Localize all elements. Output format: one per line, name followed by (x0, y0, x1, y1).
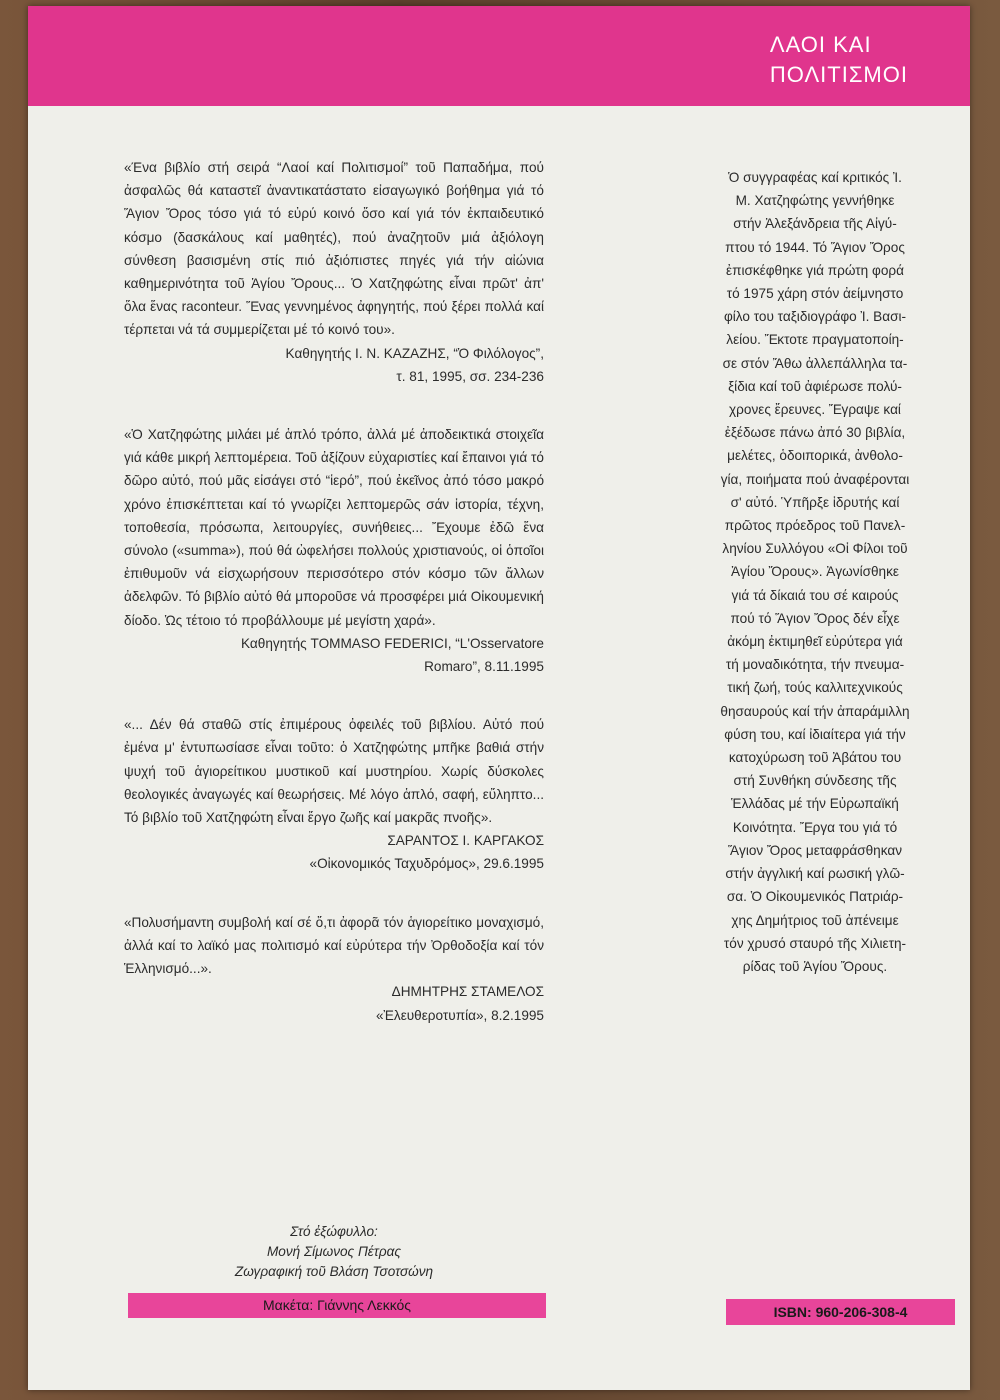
series-header-band (28, 6, 970, 106)
bio-line: γιά τά δίκαιά του σέ καιρούς (731, 587, 899, 603)
review-quote: «Ένα βιβλίο στή σειρά “Λαοί καί Πολιτισμοί” τοῦ Παπαδήμα, πού ἀσφαλῶς θά καταστεῖ ἀναντικατάστατο εἰσαγωγικό βοήθημα γιά τό Ἅγιον Ὄρος τόσο γιά τό εὐρύ κοινό ὅσο καί γιά τόν ἐκπαιδευτικό κόσμο (δασκάλους καί μαθητές), πού ἀναζητοῦν μιά ἀξιόλογη σύνθεση βασισμένη στίς πιό ἀξιόπιστες πηγές γιά τήν αἰώνια καθημερινότητα τοῦ Ἁγίου Ὄρους... Ὁ Χατζηφώτης εἶναι πρῶτ' ἀπ' ὅλα ἕνας raconteur. Ἕνας γεννημένος ἀφηγητής, πού ξέρει πολλά καί τέρπεται νά τά συμμερίζεται μέ τό κοινό του». (124, 160, 544, 338)
bio-line: ξίδια καί τοῦ ἀφιέρωσε πολύ- (728, 378, 902, 394)
bio-line: σ' αὐτό. Ὑπῆρξε ἱδρυτής καί (730, 494, 900, 510)
review-block (124, 911, 544, 1027)
bio-line: Ἁγίου Ὄρους». Ἀγωνίσθηκε (731, 564, 899, 580)
review-quote: «Πολυσήμαντη συμβολή καί σέ ὅ,τι ἀφορᾶ τόν ἁγιορείτικο μοναχισμό, ἀλλά καί το λαϊκό μας πολιτισμό καί εὐρύτερα τήν Ὀρθοδοξία καί τόν Ἑλληνισμό...». (124, 914, 544, 977)
series-title-line-2: ΠΟΛΙΤΙΣΜΟΙ (769, 62, 908, 87)
bio-line: Μ. Χατζηφώτης γεννήθηκε (735, 193, 895, 209)
bio-line: φίλο του ταξιδιογράφο Ἰ. Βασι- (723, 309, 907, 325)
review-source: «Οἰκονομικός Ταχυδρόμος», 29.6.1995 (309, 856, 544, 872)
bio-line: πτου τό 1944. Τό Ἅγιον Ὄρος (725, 239, 905, 255)
review-source: Romaro”, 8.11.1995 (424, 659, 544, 675)
review-block (124, 423, 544, 678)
bio-line: ἐξέδωσε πάνω ἀπό 30 βιβλία, (724, 425, 906, 441)
bio-line: φύση του, καί ἰδιαίτερα γιά τήν (724, 726, 906, 742)
bio-line: τική ζωή, τούς καλλιτεχνικούς (727, 680, 903, 696)
bio-line: κατοχύρωση τοῦ Ἀβάτου του (728, 750, 902, 766)
review-quote: «Ὁ Χατζηφώτης μιλάει μέ ἁπλό τρόπο, ἀλλά μέ ἀποδεικτικά στοιχεῖα γιά κάθε μικρή λεπτομέρεια. Τοῦ ἀξίζουν εὐχαριστίες καί ἔπαινοι γιά τό δῶρο αὐτό, πού μᾶς εἰσάγει στό “ἱερό”, πού ἐκεῖνος ἀπό τόσο μακρό χρόνο ἐπισκέπτεται καί τό γνωρίζει λεπτομερῶς σάν ἱστορία, τέχνη, τοποθεσία, πρόσωπα, λειτουργίες, συνήθειες... Ἔχουμε ἐδῶ ἕνα σύνολο («summa»), πού θά ὠφελήσει πολλούς χριστιανούς, οἱ ὁποῖοι ἐπιθυμοῦν νά εἰσχωρήσουν περισσότερο στόν κόσμο τῶν ἄλλων ἀδελφῶν. Τό βιβλίο αὐτό θά μποροῦσε νά προσφέρει μιά Οἰκουμενική δίοδο. Ὡς τέτοιο τό προβάλλουμε μέ μεγίστη χαρά». (124, 427, 544, 628)
bio-line: χης Δημήτριος τοῦ ἀπένειμε (731, 912, 899, 928)
cover-credit-label: Στό ἐξώφυλλο: (290, 1224, 378, 1239)
bio-line: ληνίου Συλλόγου «Οἱ Φίλοι τοῦ (722, 541, 908, 557)
bio-line: θησαυρούς καί τήν ἀπαράμιλλη (720, 703, 910, 719)
bio-line: ἀκόμη ἐκτιμηθεῖ εὐρύτερα γιά (727, 634, 903, 650)
bio-line: Ἅγιον Ὄρος μεταφράσθηκαν (728, 842, 902, 858)
bio-line: τόν χρυσό σταυρό τῆς Χιλιετη- (723, 935, 907, 951)
author-bio (682, 166, 948, 978)
review-quote: «... Δέν θά σταθῶ στίς ἐπιμέρους ὀφειλές τοῦ βιβλίου. Αὐτό πού ἐμένα μ' ἐντυπωσίασε εἶναι τοῦτο: ὁ Χατζηφώτης μπῆκε βαθιά στήν ψυχή τοῦ ἁγιορείτικου μυστικοῦ καί μυστηρίου. Χωρίς δύσκολες θεολογικές ἀναγωγές καί θεωρήσεις. Μέ λόγο ἁπλό, σαφή, εὔληπτο... Τό βιβλίο τοῦ Χατζηφώτη εἶναι ἔργο ζωῆς καί μακρᾶς πνοῆς». (124, 717, 544, 826)
review-block (124, 713, 544, 875)
bio-line: σε στόν Ἄθω ἀλλεπάλληλα τα- (722, 355, 908, 371)
bio-line: τό 1975 χάρη στόν ἀείμνηστο (726, 286, 904, 302)
review-block (124, 156, 544, 388)
bio-line: τή μοναδικότητα, τήν πνευμα- (725, 657, 905, 673)
review-source: τ. 81, 1995, σσ. 234-236 (396, 368, 544, 384)
bio-line: στήν ἀγγλική καί ρωσική γλῶ- (725, 866, 905, 882)
series-title-line-1: ΛΑΟΙ ΚΑΙ (769, 32, 872, 57)
design-credit-bar: Μακέτα: Γιάννης Λεκκός (128, 1293, 546, 1318)
cover-credit-painter: Ζωγραφική τοῦ Βλάση Τσοτσώνη (234, 1264, 434, 1279)
bio-line: στή Συνθήκη σύνδεσης τῆς (733, 773, 897, 789)
bio-line: Ὁ συγγραφέας καί κριτικός Ἰ. (728, 170, 902, 185)
review-attribution: Καθηγητής Ι. Ν. ΚΑΖΑΖΗΣ, “Ὁ Φιλόλογος”, (285, 345, 544, 361)
bio-line: χρονες ἔρευνες. Ἔγραψε καί (729, 402, 901, 418)
review-source: «Ἐλευθεροτυπία», 8.2.1995 (375, 1007, 544, 1023)
bio-line: Ἑλλάδας μέ τήν Εὐρωπαϊκή (731, 796, 899, 812)
bio-line: σα. Ὁ Οἰκουμενικός Πατριάρ- (726, 889, 904, 905)
review-attribution: ΣΑΡΑΝΤΟΣ Ι. ΚΑΡΓΑΚΟΣ (387, 833, 544, 849)
bio-line: μελέτες, ὁδοιπορικά, ἀνθολο- (727, 448, 903, 464)
review-attribution: Καθηγητής TOMMASO FEDERICI, “L'Osservatore (241, 635, 544, 651)
bio-line: γία, ποιήματα πού ἀναφέρονται (720, 471, 910, 487)
bio-line: λείου. Ἔκτοτε πραγματοποίη- (726, 332, 904, 348)
bio-line: στήν Ἀλεξάνδρεια τῆς Αἰγύ- (733, 216, 897, 232)
bio-line: πρῶτος πρόεδρος τοῦ Πανελ- (724, 518, 906, 534)
bio-line: ἐπισκέφθηκε γιά πρώτη φορά (726, 262, 904, 278)
series-title (770, 30, 908, 90)
cover-credit (124, 1222, 544, 1282)
bio-line: Κοινότητα. Ἔργα του γιά τό (732, 819, 898, 835)
cover-credit-monastery: Μονή Σίμωνος Πέτρας (266, 1244, 401, 1259)
reviews-column (124, 156, 544, 1062)
book-back-cover (28, 6, 970, 1390)
review-attribution: ΔΗΜΗΤΡΗΣ ΣΤΑΜΕΛΟΣ (391, 984, 544, 1000)
isbn-bar: ISBN: 960-206-308-4 (726, 1299, 955, 1325)
bio-line: πού τό Ἅγιον Ὄρος δέν εἶχε (730, 610, 900, 626)
bio-line: ρίδας τοῦ Ἁγίου Ὄρους. (742, 958, 888, 974)
